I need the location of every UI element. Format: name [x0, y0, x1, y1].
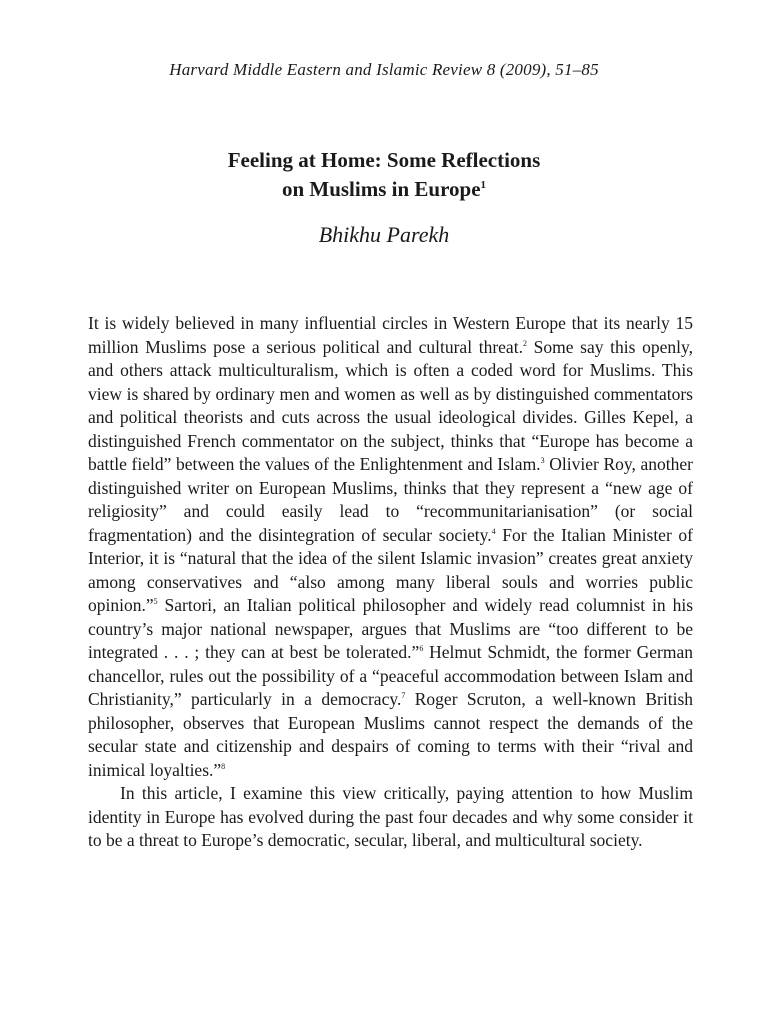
journal-header: Harvard Middle Eastern and Islamic Review 8 (2009), 51–85: [169, 60, 599, 79]
footnote-mark[interactable]: 2: [522, 338, 527, 348]
author-name: Bhikhu Parekh: [318, 222, 450, 247]
article-title: [0, 146, 768, 204]
footnote-mark[interactable]: 7: [401, 691, 406, 701]
paragraph-1-sentence-4: For the Italian Minister of Interior, it is “natural that the idea of the silent Islamic invasion” creates great anxiety among conservatives and “also among many liberal souls and worries public opinion.”: [88, 524, 693, 615]
footnote-mark[interactable]: 6: [419, 644, 424, 654]
footnote-mark[interactable]: 5: [153, 597, 158, 607]
paragraph-1-sentence-7: Roger Scruton, a well-known British philosopher, observes that European Muslims cannot respect the demands of the secular state and citizenship and despairs of coming to terms with their “rival and inimical loyalties.”: [88, 689, 694, 780]
title-line-2: on Muslims in Europe: [281, 177, 481, 201]
title-footnote-mark[interactable]: 1: [480, 179, 487, 191]
article-body: [88, 312, 693, 853]
footnote-mark[interactable]: 4: [491, 526, 496, 536]
paragraph-1-sentence-5: Sartori, an Italian political philosopher and widely read columnist in his country’s major national newspaper, argues that Muslims are “too different to be integrated . . . ; they can at best be tolerated.”: [88, 595, 693, 662]
paragraph-2: In this article, I examine this view critically, paying attention to how Muslim identity in Europe has evolved during the past four decades and why some consider it to be a threat to Europe’s democratic, secular, liberal, and multicultural society.: [88, 783, 693, 850]
title-line-1: Feeling at Home: Some Reflections: [227, 148, 541, 172]
paragraph-1-sentence-6: Helmut Schmidt, the former German chancellor, rules out the possibility of a “peaceful accommodation between Islam and Christianity,” particularly in a democracy.: [88, 642, 693, 709]
paragraph-1-sentence-3: Olivier Roy, another distinguished writer on European Muslims, thinks that they represent a “new age of religiosity” and could easily lead to “recommunitarianisation” (or social fragmentation) and the disintegration of secular society.: [88, 454, 693, 545]
footnote-mark[interactable]: 3: [540, 456, 545, 466]
footnote-mark[interactable]: 8: [221, 761, 226, 771]
paragraph-1-sentence-2: Some say this openly, and others attack multiculturalism, which is often a coded word for Muslims. This view is shared by ordinary men and women as well as by distinguished commentators and political theorists and cuts across the usual ideological divides. Gilles Kepel, a distinguished French commentator on the subject, thinks that “Europe has become a battle field” between the values of the Enlightenment and Islam.: [88, 336, 694, 474]
paragraph-1-sentence-1: It is widely believed in many influential circles in Western Europe that its nearly 15 million Muslims pose a serious political and cultural threat.: [88, 313, 693, 357]
paragraph-1: [88, 312, 693, 782]
